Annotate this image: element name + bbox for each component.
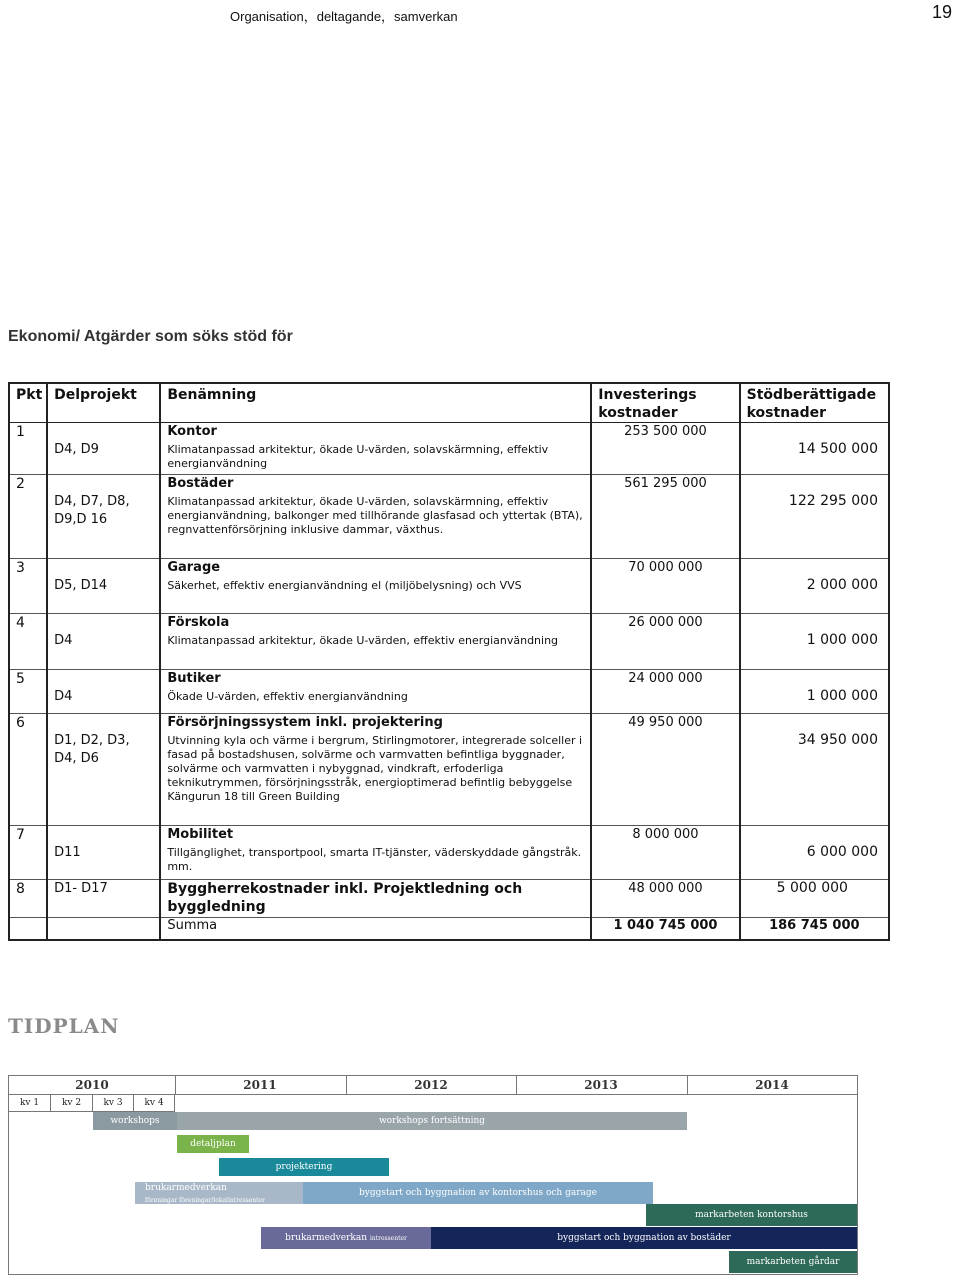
benamning-cell <box>160 826 591 880</box>
investment-cell: 49 950 000 <box>591 714 739 826</box>
delprojekt-cell: D4, D7, D8, D9,D 16 <box>47 475 160 559</box>
column-header: Benämning <box>160 383 591 423</box>
gantt-bar-byggstart-bostader: byggstart och byggnation av bostäder <box>431 1227 857 1249</box>
quarter-label: kv 3 <box>93 1095 134 1111</box>
benamning-cell <box>160 714 591 826</box>
year-label: 2014 <box>755 1078 789 1092</box>
benamning-cell <box>160 614 591 670</box>
column-header: Pkt <box>9 383 47 423</box>
item-description: Tillgänglighet, transportpool, smarta IT-tjänster, väderskyddade gångstråk. mm. <box>167 846 582 873</box>
item-name: Byggherrekostnader inkl. Projektledning och byggledning <box>167 881 523 915</box>
gantt-bar-brukarmedverkan-intressenter <box>261 1227 431 1249</box>
benamning-cell <box>160 880 591 918</box>
pkt-cell: 7 <box>9 826 47 880</box>
gantt-bar-workshops: workshops <box>93 1112 177 1130</box>
investment-cell: 70 000 000 <box>591 559 739 614</box>
delprojekt-cell: D4 <box>47 670 160 714</box>
item-description: Klimatanpassad arkitektur, ökade U-värden, solavskärmning, effektiv energianvändning, balkonger med tillhörande glasfasad och yttertak (BTA), regnvattenförsörjning inklusive dammar, växthus. <box>167 495 583 536</box>
year-label: 2012 <box>414 1078 448 1092</box>
sum-investment: 1 040 745 000 <box>591 918 739 940</box>
table-row <box>9 423 889 475</box>
gantt-bar-detaljplan: detaljplan <box>177 1135 249 1153</box>
year-label: 2010 <box>75 1078 109 1092</box>
item-name: Butiker <box>167 671 221 686</box>
year-label: 2013 <box>584 1078 618 1092</box>
investment-cell: 48 000 000 <box>591 880 739 918</box>
item-name: Bostäder <box>167 476 234 491</box>
subsidy-cell: 1 000 000 <box>740 670 889 714</box>
benamning-cell <box>160 423 591 475</box>
item-description: Klimatanpassad arkitektur, ökade U-värden, solavskärmning, effektiv energianvändning <box>167 443 549 470</box>
sum-row <box>9 918 889 940</box>
subsidy-cell: 6 000 000 <box>740 826 889 880</box>
investment-cell: 253 500 000 <box>591 423 739 475</box>
item-name: Kontor <box>167 424 217 439</box>
item-description: Klimatanpassad arkitektur, ökade U-värden, effektiv energianvändning <box>167 634 559 647</box>
delprojekt-cell: D4 <box>47 614 160 670</box>
item-name: Mobilitet <box>167 827 234 842</box>
delprojekt-cell: D1- D17 <box>47 880 160 918</box>
running-header: Organisation，deltagande，samverkan <box>230 9 458 24</box>
investment-cell: 561 295 000 <box>591 475 739 559</box>
bar-sublabel: föreningar föreningar/lokalintressenter <box>145 1197 265 1204</box>
benamning-cell <box>160 475 591 559</box>
gantt-bar-byggstart-kontorshus: byggstart och byggnation av kontorshus och garage <box>303 1182 653 1204</box>
sum-subsidy: 186 745 000 <box>740 918 889 940</box>
column-header: Investerings kostnader <box>591 383 739 423</box>
table-row <box>9 614 889 670</box>
investment-cell: 8 000 000 <box>591 826 739 880</box>
bar-label: brukarmedverkan <box>285 1233 368 1243</box>
economy-section-title: Ekonomi/ Atgärder som söks stöd för <box>8 328 293 345</box>
gantt-bar-projektering: projektering <box>219 1158 389 1176</box>
pkt-cell: 3 <box>9 559 47 614</box>
gantt-bar-markarbeten-kontorshus: markarbeten kontorshus <box>646 1204 857 1226</box>
subsidy-cell: 1 000 000 <box>740 614 889 670</box>
gantt-bar-markarbeten-gardar: markarbeten gårdar <box>729 1251 857 1273</box>
table-row <box>9 714 889 826</box>
delprojekt-cell: D4, D9 <box>47 423 160 475</box>
delprojekt-cell: D1, D2, D3, D4, D6 <box>47 714 160 826</box>
quarter-label: kv 4 <box>134 1095 175 1111</box>
item-name: Garage <box>167 560 221 575</box>
page-number: 19 <box>931 2 952 22</box>
item-description: Utvinning kyla och värme i bergrum, Stirlingmotorer, integrerade solceller i fasad på bostadshusen, solvärme och varmvatten befintliga byggnader, solvärme och varmvatten i nybyggnad, vindkraft, erfoderliga teknikutrymmen, försörjningsstråk, energioptimerad befintlig bebyggelse Kängurun 18 till Green Building <box>167 734 583 803</box>
economy-table <box>8 382 890 941</box>
gantt-bar-workshops-continued: workshops fortsättning <box>177 1112 687 1130</box>
pkt-cell: 5 <box>9 670 47 714</box>
pkt-cell: 6 <box>9 714 47 826</box>
table-row <box>9 826 889 880</box>
column-header: Stödberättigade kostnader <box>740 383 889 423</box>
subsidy-cell: 2 000 000 <box>740 559 889 614</box>
investment-cell: 24 000 000 <box>591 670 739 714</box>
gantt-chart <box>8 1075 858 1275</box>
pkt-cell: 2 <box>9 475 47 559</box>
gantt-bar-brukarmedverkan-forening <box>135 1182 303 1204</box>
column-header: Delprojekt <box>47 383 160 423</box>
pkt-cell: 4 <box>9 614 47 670</box>
item-description: Ökade U-värden, effektiv energianvändning <box>167 690 408 703</box>
benamning-cell <box>160 670 591 714</box>
subsidy-cell: 122 295 000 <box>740 475 889 559</box>
quarter-label: kv 1 <box>9 1095 51 1111</box>
bar-label: brukarmedverkan <box>145 1183 227 1193</box>
quarter-label: kv 2 <box>51 1095 93 1111</box>
tidplan-title: TIDPLAN <box>8 1014 120 1038</box>
table-row <box>9 880 889 918</box>
benamning-cell <box>160 559 591 614</box>
table-header-row <box>9 383 889 423</box>
pkt-cell: 8 <box>9 880 47 918</box>
table-row <box>9 559 889 614</box>
subsidy-cell: 14 500 000 <box>740 423 889 475</box>
item-name: Försörjningssystem inkl. projektering <box>167 715 443 730</box>
subsidy-cell: 5 000 000 <box>740 880 889 918</box>
delprojekt-cell: D5, D14 <box>47 559 160 614</box>
sum-label: Summa <box>160 918 591 940</box>
delprojekt-cell: D11 <box>47 826 160 880</box>
item-name: Förskola <box>167 615 230 630</box>
investment-cell: 26 000 000 <box>591 614 739 670</box>
table-row <box>9 475 889 559</box>
table-row <box>9 670 889 714</box>
item-description: Säkerhet, effektiv energianvändning el (miljöbelysning) och VVS <box>167 579 522 592</box>
subsidy-cell: 34 950 000 <box>740 714 889 826</box>
bar-sublabel: intressenter <box>369 1235 407 1242</box>
year-label: 2011 <box>243 1078 277 1092</box>
pkt-cell: 1 <box>9 423 47 475</box>
